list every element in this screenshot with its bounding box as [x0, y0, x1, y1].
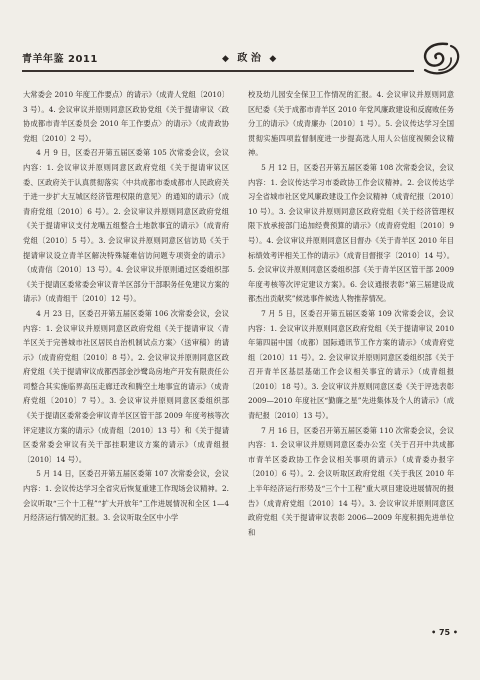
page-header — [22, 40, 459, 78]
diamond-left-icon: ◆ — [222, 54, 229, 64]
yearbook-title: 青羊年鉴 2011 — [22, 54, 98, 65]
paragraph: 校及幼儿园安全保卫工作情况的汇报。4. 会议审议并原则同意区纪委《关于成都市青羊区 2010 年党风廉政建设和反腐败任务分工的请示》（成青廉办〔2010〕1 号）。5. 会议传达学习全国贯彻实施四项监督制度进一步提高选人用人公信度视频会议精神。 — [248, 90, 454, 158]
left-column — [23, 88, 229, 628]
diamond-right-icon: ◆ — [269, 54, 277, 64]
page-number: • 75 • — [431, 628, 458, 637]
right-column — [248, 88, 454, 628]
paragraph: 5 月 12 日，区委召开第五届区委第 108 次常委会议，会议内容：1. 会议传达学习市委政协工作会议精神。2. 会议传达学习全省城市社区党风廉政建设工作会议精神（成青纪报〔2010〕10 号）。3. 会议审议并原则同意区政府党组《关于经济管理权限下放承接部门追加经费预算的请示》（成青府党组〔2010〕9 号）。4. 会议审议并原则同意区目督办《关于青羊区 2010 年目标绩效考评相关工作的请示》（成青目督报字〔2010〕14 号）。5. 会议审议并原则同意区委组织部《关于青羊区区管干部 2009 年度考核等次评定建议方案》。6. 会议通报表彰“第三届建设成都杰出贡献奖”候选事件候选人物推荐情况。 — [248, 162, 454, 304]
swirl-logo-icon — [417, 40, 461, 78]
paragraph: 7 月 16 日，区委召开第五届区委第 110 次常委会议，会议内容：1. 会议审议并原则同意区委办公室《关于召开中共成都市青羊区委政协工作会议相关事项的请示》（成青委办报字〔2010〕6 号）。2. 会议听取区政府党组《关于我区 2010 年上半年经济运行形势及“三个十工程”重大项目建设进展情况的报告》（成青府党组〔2010〕14 号）。3. 会议审议并原则同意区政府党组《关于提请审议表彰 2006—2009 年度积拥先进单位和 — [248, 425, 454, 537]
section-label: 政 治 — [237, 53, 261, 64]
paragraph: 5 月 14 日，区委召开第五届区委第 107 次常委会议，会议内容：1. 会议传达学习全省灾后恢复重建工作现场会议精神。2. 会议听取“三个十工程”“扩大开放年”工作进展情况和全区 1—4 月经济运行情况的汇报。3. 会议听取全区中小学 — [23, 469, 229, 523]
paragraph: 大常委会 2010 年度工作要点）的请示》（成青人党组〔2010〕3 号）。4. 会议审议并原则同意区政协党组《关于提请审议〈政协成都市青羊区委员会 2010 年工作要点〉的请示》（成青政协党组〔2010〕2 号）。 — [23, 90, 229, 143]
paragraph: 4 月 9 日，区委召开第五届区委第 105 次常委会议，会议内容：1. 会议审议并原则同意区政府党组《关于提请审议区委、区政府关于认真贯彻落实〈中共成都市委成都市人民政府关于进一步扩大互城区经济管理权限的意见〉的通知的请示》（成青府党组〔2010〕6 号）。2. 会议审议并原则同意区政府党组《关于提请审议支付龙嘴五组整合土地款事宜的请示》（成青府党组〔2010〕5 号）。3. 会议审议并原则同意区信访局《关于提请审议设立青羊区解决特殊疑难信访问题专项资金的请示》（成青信〔2010〕13 号）。4. 会议审议并原则通过区委组织部《关于提请区委常委会审议青羊区部分干部职务任免建议方案的请示》（成青组干〔2010〕12 号）。 — [23, 148, 229, 304]
paragraph: 4 月 23 日，区委召开第五届区委第 106 次常委会议，会议内容：1. 会议审议并原则同意区政府党组《关于提请审议〈青羊区关于完善城市社区居民自治机制试点方案〉（送审稿）的请示》（成青府党组〔2010〕8 号）。2. 会议审议并原则同意区政府党组《关于提请审议成都西部金沙鹭岛房地产开发有限责任公司整合其实施临界高压走廊迁改和腾空土地事宜的请示》（成青府党组〔2010〕7 号）。3. 会议审议并原则同意区委组织部《关于提请区委常委会审议青羊区区管干部 2009 年度考核等次评定建议方案的请示》（成青组〔2010〕13 号）和《关于提请区委常委会审议有关干部挂职建议方案的请示》（成青组报〔2010〕14 号）。 — [23, 308, 229, 464]
header-rule — [22, 70, 414, 72]
section-title — [222, 49, 276, 64]
paragraph: 7 月 5 日，区委召开第五届区委第 109 次常委会议，会议内容：1. 会议审议并原则同意区政府党组《关于提请审议 2010 年第四届中国（成都）国际通讯节工作方案的请示》（成青府党组〔2010〕11 号）。2. 会议审议并原则同意区委组织部《关于召开青羊区基层基础工作会议相关事宜的请示》（成青组报〔2010〕18 号）。3. 会议审议并原则同意区委《关于评选表彰 2009—2010 年度社区“勤廉之星”先进集体及个人的请示》（成青纪报〔2010〕13 号）。 — [248, 308, 454, 421]
